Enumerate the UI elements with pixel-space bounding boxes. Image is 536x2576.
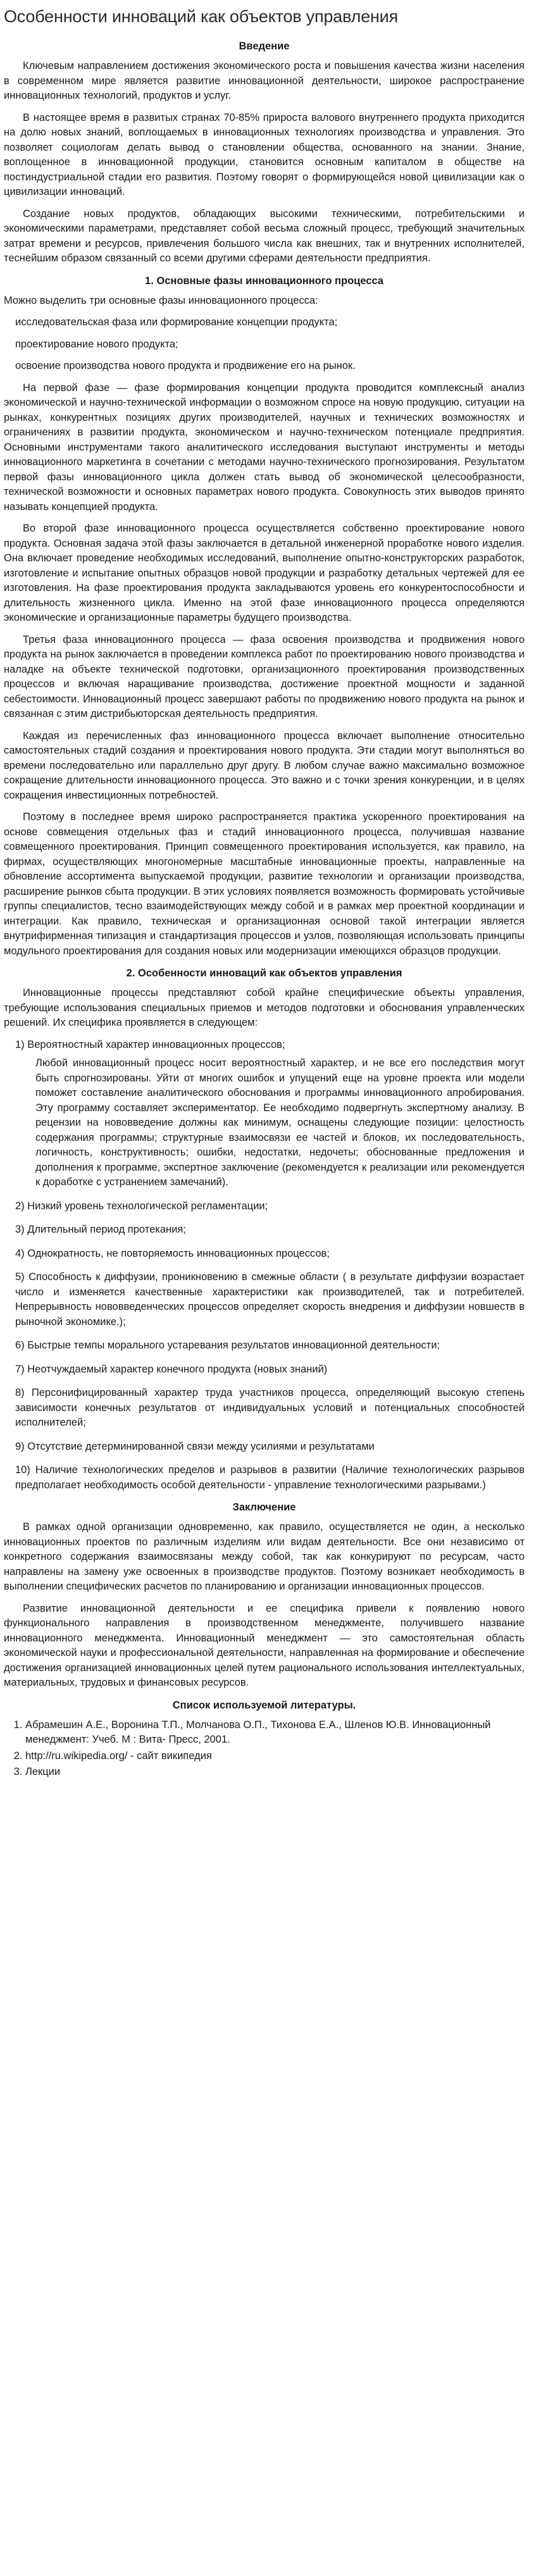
phase-item: исследовательская фаза или формирование концепции продукта; [15,316,338,328]
section-specifics [4,968,525,1493]
feature-item: 3) Длительный период протекания; [15,1224,186,1235]
feature-item: 10) Наличие технологических пределов и разрывов в развитии (Наличие технологических разрывов предполагает необходимость особой деятельности - управление технологическими разрывами.) [15,1464,525,1491]
phases-list [4,315,525,374]
feature-item [15,1038,525,1190]
feature-item: 5) Способность к диффузии, проникновению в смежные области ( в результате диффузии возрастает число и изменяется качественные характеристики как производителей, так и потребителей. Непрерывность нововведенческих процессов определяет скорость внедрения и диффузии новшеств в рыночной экономике.); [15,1271,525,1328]
section-1-paragraph: Поэтому в последнее время широко распространяется практика ускоренного проектирования на основе совмещения отдельных фаз и стадий инновационного процесса, получившая название совмещенного проектирования. Принцип совмещенного проектирования используется, как правило, на фирмах, осуществляющих многономерные масштабные инновационные проекты, направленные на обновление ассортимента выпускаемой продукции, развитие технологии и организации производства, расширение рынков сбыта продукции. В этих условиях появляется возможность формировать устойчивые группы специалистов, тесно взаимодействующих между собой и в рамках мер проектной координации и интеграции. Как правило, техническая и организационная основой такой интеграции является внутрифирменная типизация и стандартизация процессов и узлов, позволяющая использовать принципы модульного проектирования для создания новых или модернизации имеющихся образцов продукции. [4,811,525,957]
intro-heading: Введение [239,40,290,52]
conclusion-heading: Заключение [232,1502,296,1513]
reference-item: 2. http://ru.wikipedia.org/ - сайт википедия [25,1749,525,1764]
references-heading: Список используемой литературы. [172,1699,356,1711]
conclusion-paragraph: В рамках одной организации одновременно, как правило, осуществляется не один, а несколько инновационных проектов по различным изделиям или видам деятельности. Все они независимо от конкретного содержания взаимосвязаны между собой, так как конкурируют по ресурсам, часто направлены на замену уже освоенных в производстве продуктов. Поэтому возникает необходимость в выполнении специфических расчетов по планированию и организации инновационных процессов. [4,1521,525,1592]
section-1-paragraph: Третья фаза инновационного процесса — фаза освоения производства и продвижения нового продукта на рынок заключается в проведении комплекса работ по проектированию нового производства и наладке на объекте технической подготовки, организационного проектирования производственных процессов и включая наращивание производства, достижение проектной мощности и заданной себестоимости. Инновационный процесс завершают работы по продвижению нового продукта на рынок и связанная с этим дистрибьюторская деятельность предприятия. [4,633,525,719]
section-1-paragraph: Каждая из перечисленных фаз инновационного процесса включает выполнение относительно самостоятельных стадий создания и проектирования нового продукта. Эти стадии могут выполняться во времени последовательно или параллельно друг другу. В любом случае важно максимально возможное сокращение длительности инновационного процесса. Это важно и с точки зрения конкуренции, и в целях сокращения инвестиционных потребностей. [4,730,525,801]
conclusion-section [4,1502,525,1691]
section-1-paragraph: Во второй фазе инновационного процесса осуществляется собственно проектирование нового продукта. Основная задача этой фазы заключается в детальной инженерной проработке нового изделия. Она включает проведение необходимых исследований, выполнение опытно-конструкторских разработок, изготовление и испытание опытных образцов новой продукции и разработку детальных чертежей для ее изготовления. На фазе проектирования продукта закладываются уровень его конкурентоспособности и длительность жизненного цикла. Именно на этой фазе инновационного процесса определяются экономические и организационные параметры будущего производства. [4,523,525,623]
section-phases [4,275,525,959]
feature-title: 1) Вероятностный характер инновационных процессов; [15,1038,285,1050]
references-section [4,1700,525,1780]
reference-item: 1. Абрамешин А.Е., Воронина Т.П., Молчанова О.П., Тихонова Е.А., Шленов Ю.В. Инновационный менеджмент: Учеб. М : Вита- Пресс, 2001. [25,1718,525,1748]
section-2-lead: Инновационные процессы представляют собой крайне специфические объекты управления, требующие использования специальных приемов и методов подготовки и обоснования управленческих решений. Их специфика проявляется в следующем: [4,987,525,1028]
feature-item: 7) Неотчуждаемый характер конечного продукта (новых знаний) [15,1363,328,1375]
features-list [15,1038,525,1493]
phase-item: освоение производства нового продукта и продвижение его на рынок. [15,360,356,371]
page-title: Особенности инноваций как объектов управления [4,7,398,26]
section-2-heading: 2. Особенности инноваций как объектов управления [126,968,402,979]
section-1-paragraph: На первой фазе — фазе формирования концепции продукта проводится комплексный анализ экономической и научно-технической информации о возможном спросе на новую продукцию, ситуации на рынках, конкурентных позициях других производителей, научных и технических возможностях и ограничениях в развитии продукта, экономическом и научно-техническом потенциале предприятия. Основными инструментами такого аналитического исследования выступают инструменты и методы инновационного маркетинга в сочетании с методами научно-технического прогнозирования. Результатом первой фазы инновационного цикла должен стать вывод об экономической целесообразности, технической возможности и основных параметрах нового продукта. Совокупность этих выводов принято называть концепцией продукта. [4,382,525,513]
phase-item: проектирование нового продукта; [15,338,178,350]
feature-item: 6) Быстрые темпы морального устаревания результатов инновационной деятельности; [15,1340,440,1351]
feature-detail: Любой инновационный процесс носит вероятностный характер, и не все его последствия могут быть спрогнозированы. Уйти от многих ошибок и упущений еще на уровне проекта или модели поможет составление аналитического обоснования и программы инновационного апробирования. Эту программу составляет экспериментатор. Ее необходимо подвергнуть экспертному анализу. В рецензии на нововведение должны как минимум, оснащены следующие позиции: целостность содержания программы; структурные взаимосвязи ее частей и блоков, их последовательность, логичность, конструктивность; ошибки, недостатки, недочеты; обоснованные предложения и дополнения к программе, экспертное заключение (рекомендуется к реализации или рекомендуется к доработке с устранением замечаний). [35,1057,525,1188]
intro-section [4,40,525,266]
section-1-heading: 1. Основные фазы инновационного процесса [145,275,383,287]
reference-item: 3. Лекции [25,1765,525,1780]
feature-item: 9) Отсутствие детерминированной связи между усилиями и результатами [15,1440,375,1452]
conclusion-paragraph: Развитие инновационной деятельности и ее специфика привели к появлению нового функционального направления в производственном менеджменте, получившего название инновационного менеджмента. Инновационный менеджмент — это самостоятельная область экономической науки и профессиональной деятельности, направленная на формирование и обеспечение достижения организацией инновационных целей путем рационального использования интеллектуальных, материальных, трудовых и финансовых ресурсов. [4,1602,525,1688]
intro-paragraph: В настоящее время в развитых странах 70-85% прироста валового внутреннего продукта приходится на долю новых знаний, воплощаемых в инновационных технологиях производства и управления. Это позволяет социологам делать вывод о становлении общества, основанного на знании. Знание, воплощенное в инновационной продукции, становится основным капиталом в обществе на постиндустриальной стадии его развития. Поэтому говорят о формирующейся новой цивилизации как о цивилизации инноваций. [4,111,525,197]
references-list [4,1718,525,1780]
intro-paragraph: Ключевым направлением достижения экономического роста и повышения качества жизни населения в современном мире является развитие инновационной деятельности, широкое распространение инновационных технологий, продуктов и услуг. [4,60,525,101]
intro-paragraph: Создание новых продуктов, обладающих высокими техническими, потребительскими и экономическими параметрами, представляет собой весьма сложный процесс, требующий значительных затрат времени и ресурсов, привлечения большого числа как внешних, так и внутренних исполнителей, теснейшим образом связанный со всеми другими сферами деятельности предприятия. [4,208,525,264]
section-1-lead: Можно выделить три основные фазы инновационного процесса: [4,294,318,306]
feature-item: 8) Персонифицированный характер труда участников процесса, определяющий высокую степень зависимости конечных результатов от индивидуальных условий и потенциальных способностей исполнителей; [15,1387,525,1428]
feature-item: 4) Однократность, не повторяемость инновационных процессов; [15,1247,330,1259]
feature-item: 2) Низкий уровень технологической регламентации; [15,1200,268,1212]
